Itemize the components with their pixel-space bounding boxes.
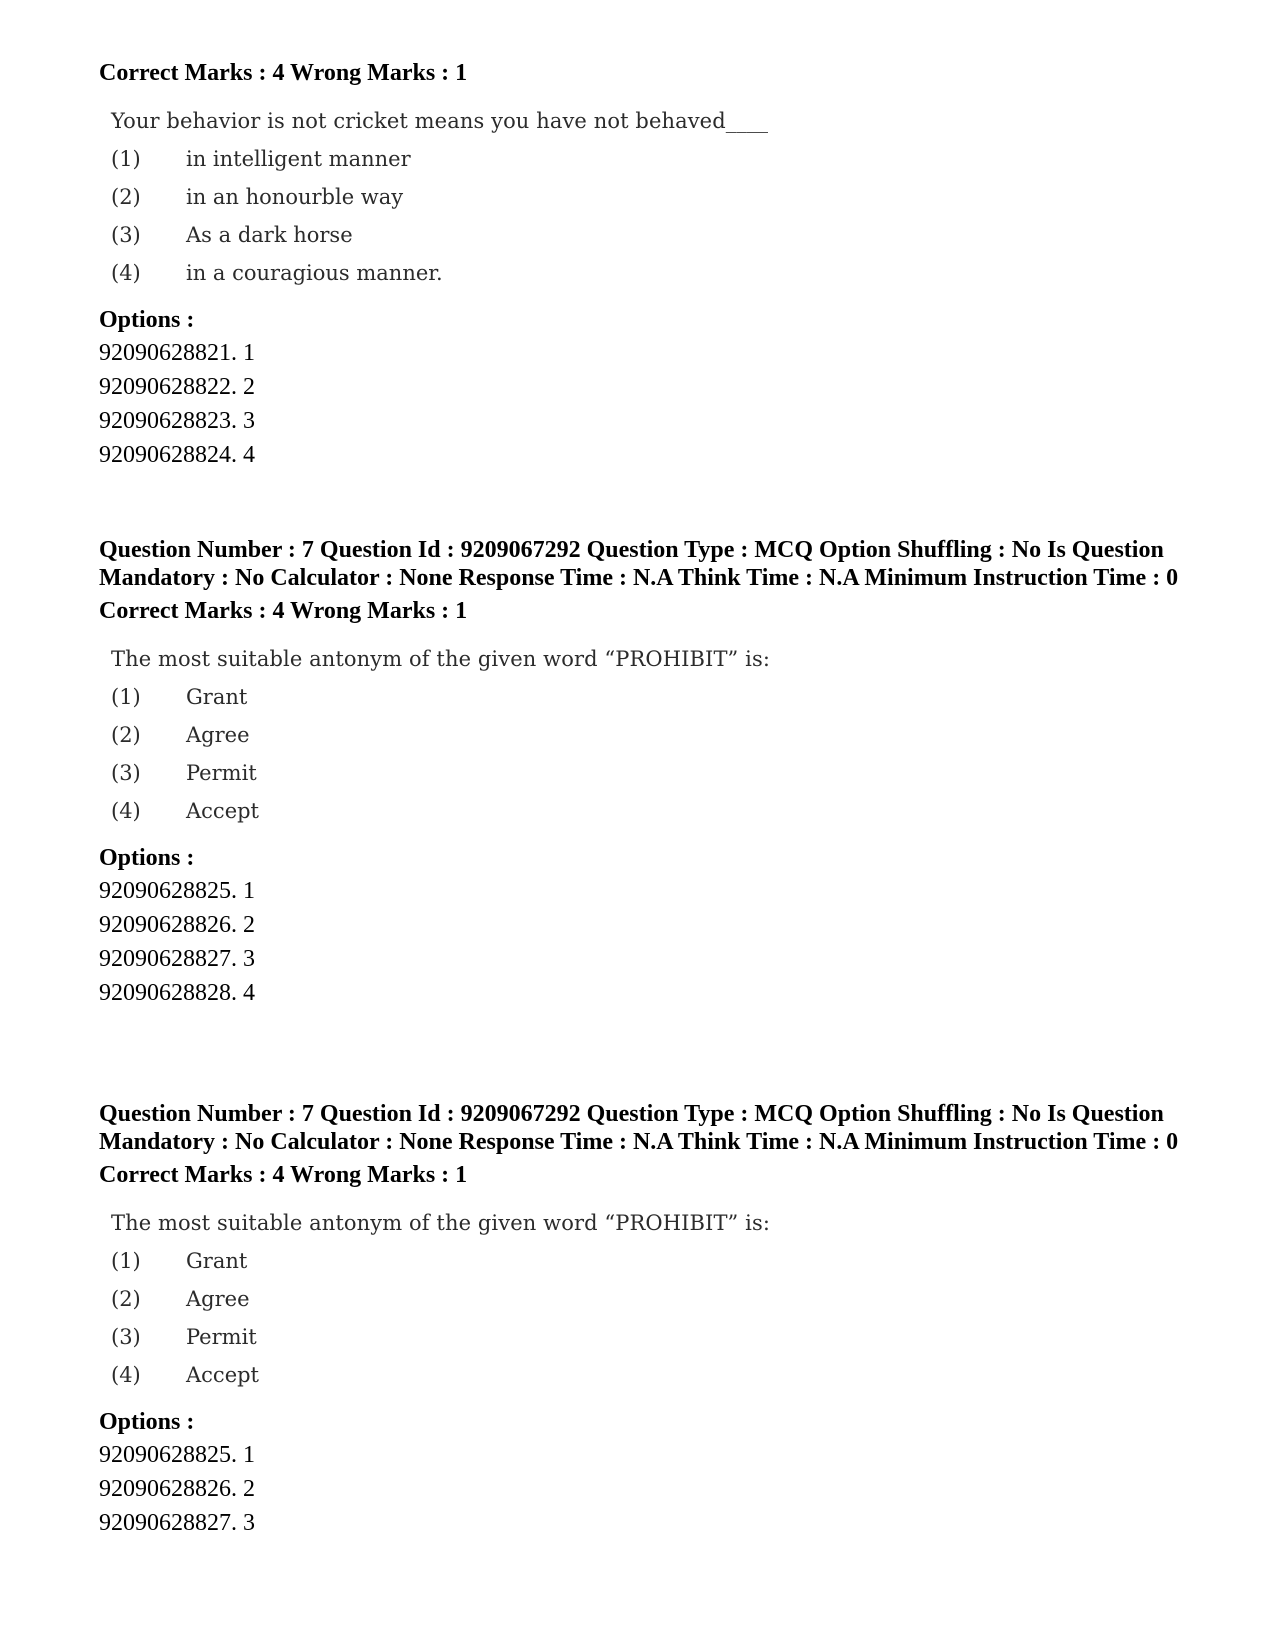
choice-number: (2) (111, 723, 141, 747)
options-label: Options : (99, 845, 195, 871)
choice-text: Accept (186, 799, 259, 823)
options-label: Options : (99, 307, 195, 333)
choice-2 (111, 716, 1179, 754)
question-text: The most suitable antonym of the given word “PROHIBIT” is: (111, 1211, 771, 1235)
question-image (111, 1204, 1179, 1394)
option-line: 92090628826. 2 (99, 1476, 255, 1502)
choice-number: (1) (111, 147, 141, 171)
choice-number: (2) (111, 1287, 141, 1311)
choice-text: Permit (186, 1325, 257, 1349)
choice-number: (3) (111, 1325, 141, 1349)
option-line: 92090628827. 3 (99, 946, 255, 972)
question-header: Question Number : 7 Question Id : 9209067292 Question Type : MCQ Option Shuffling : No Is Question Mandatory : No Calculator : None Response Time : N.A Think Time : N.A Minimum Instruction Time : 0 (99, 537, 1179, 591)
choice-number: (2) (111, 185, 141, 209)
option-line: 92090628824. 4 (99, 442, 255, 468)
marks-line: Correct Marks : 4 Wrong Marks : 1 (99, 598, 468, 624)
question-header: Question Number : 7 Question Id : 9209067292 Question Type : MCQ Option Shuffling : No Is Question Mandatory : No Calculator : None Response Time : N.A Think Time : N.A Minimum Instruction Time : 0 (99, 1101, 1179, 1155)
choice-number: (4) (111, 799, 141, 823)
choice-number: (1) (111, 1249, 141, 1273)
question-image (111, 640, 1179, 830)
choice-number: (1) (111, 685, 141, 709)
option-line: 92090628825. 1 (99, 878, 255, 904)
marks-line: Correct Marks : 4 Wrong Marks : 1 (99, 60, 468, 86)
choice-4 (111, 254, 1179, 292)
option-line: 92090628822. 2 (99, 374, 255, 400)
question-text: The most suitable antonym of the given word “PROHIBIT” is: (111, 647, 771, 671)
option-line: 92090628823. 3 (99, 408, 255, 434)
option-line: 92090628821. 1 (99, 340, 255, 366)
question-block-2 (99, 536, 1179, 1010)
option-line: 92090628828. 4 (99, 980, 255, 1006)
choice-text: Accept (186, 1363, 259, 1387)
choice-number: (4) (111, 261, 141, 285)
choice-text: in an honourble way (186, 185, 404, 209)
choice-text: As a dark horse (186, 223, 353, 247)
choice-text: in intelligent manner (186, 147, 411, 171)
choice-1 (111, 1242, 1179, 1280)
choice-3 (111, 216, 1179, 254)
choice-2 (111, 178, 1179, 216)
choice-1 (111, 678, 1179, 716)
option-line: 92090628827. 3 (99, 1510, 255, 1536)
choice-text: in a couragious manner. (186, 261, 443, 285)
choice-number: (3) (111, 761, 141, 785)
option-line: 92090628825. 1 (99, 1442, 255, 1468)
option-line: 92090628826. 2 (99, 912, 255, 938)
options-label: Options : (99, 1409, 195, 1435)
choice-number: (3) (111, 223, 141, 247)
choice-3 (111, 754, 1179, 792)
choice-text: Grant (186, 1249, 248, 1273)
choice-3 (111, 1318, 1179, 1356)
choice-number: (4) (111, 1363, 141, 1387)
choice-text: Permit (186, 761, 257, 785)
question-block-3 (99, 1100, 1179, 1540)
question-block-1 (99, 58, 1179, 472)
choice-1 (111, 140, 1179, 178)
question-text: Your behavior is not cricket means you have not behaved____ (111, 109, 769, 133)
choice-2 (111, 1280, 1179, 1318)
choice-4 (111, 792, 1179, 830)
question-image (111, 102, 1179, 292)
choice-text: Agree (186, 1287, 250, 1311)
marks-line: Correct Marks : 4 Wrong Marks : 1 (99, 1162, 468, 1188)
choice-text: Agree (186, 723, 250, 747)
choice-text: Grant (186, 685, 248, 709)
choice-4 (111, 1356, 1179, 1394)
